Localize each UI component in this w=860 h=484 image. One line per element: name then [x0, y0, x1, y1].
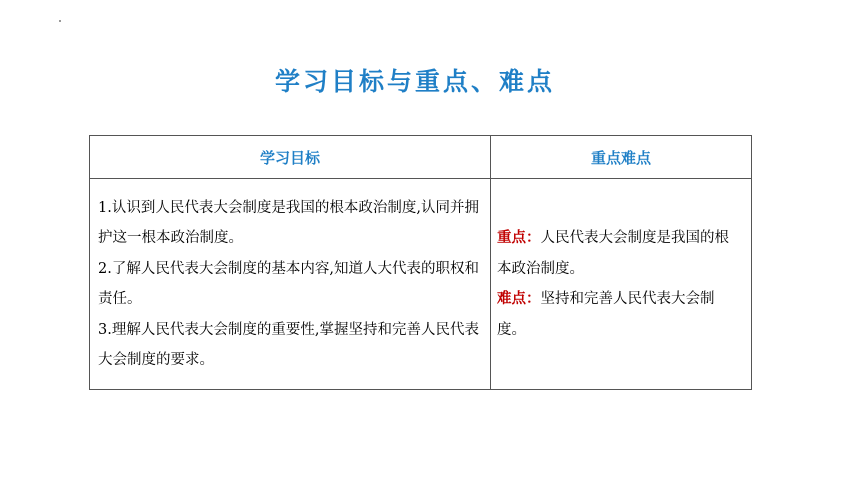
- table-header-row: [90, 136, 752, 179]
- slide-title: 学习目标与重点、难点: [274, 67, 555, 96]
- key-difficult-cell: [491, 179, 752, 390]
- table-row: [90, 179, 752, 390]
- header-key-difficult-points: 重点难点: [491, 136, 752, 179]
- learning-goals-cell: [90, 179, 491, 390]
- difficult-point-label: 难点：: [497, 291, 541, 307]
- goal-item-1: 1.认识到人民代表大会制度是我国的根本政治制度,认同并拥护这一根本政治制度。: [98, 199, 479, 246]
- key-point-text: 人民代表大会制度是我国的根本政治制度。: [497, 230, 729, 277]
- decorative-dot: [59, 20, 61, 22]
- header-learning-goals: 学习目标: [90, 136, 491, 179]
- goals-table: [89, 135, 752, 390]
- key-point-item: [497, 223, 743, 284]
- goal-item-3: 3.理解人民代表大会制度的重要性,掌握坚持和完善人民代表大会制度的要求。: [98, 321, 479, 368]
- goal-item-2: 2.了解人民代表大会制度的基本内容,知道人大代表的职权和责任。: [98, 260, 479, 307]
- difficult-point-text: 坚持和完善人民代表大会制度。: [497, 291, 715, 338]
- key-point-label: 重点：: [497, 230, 541, 246]
- difficult-point-item: [497, 284, 743, 345]
